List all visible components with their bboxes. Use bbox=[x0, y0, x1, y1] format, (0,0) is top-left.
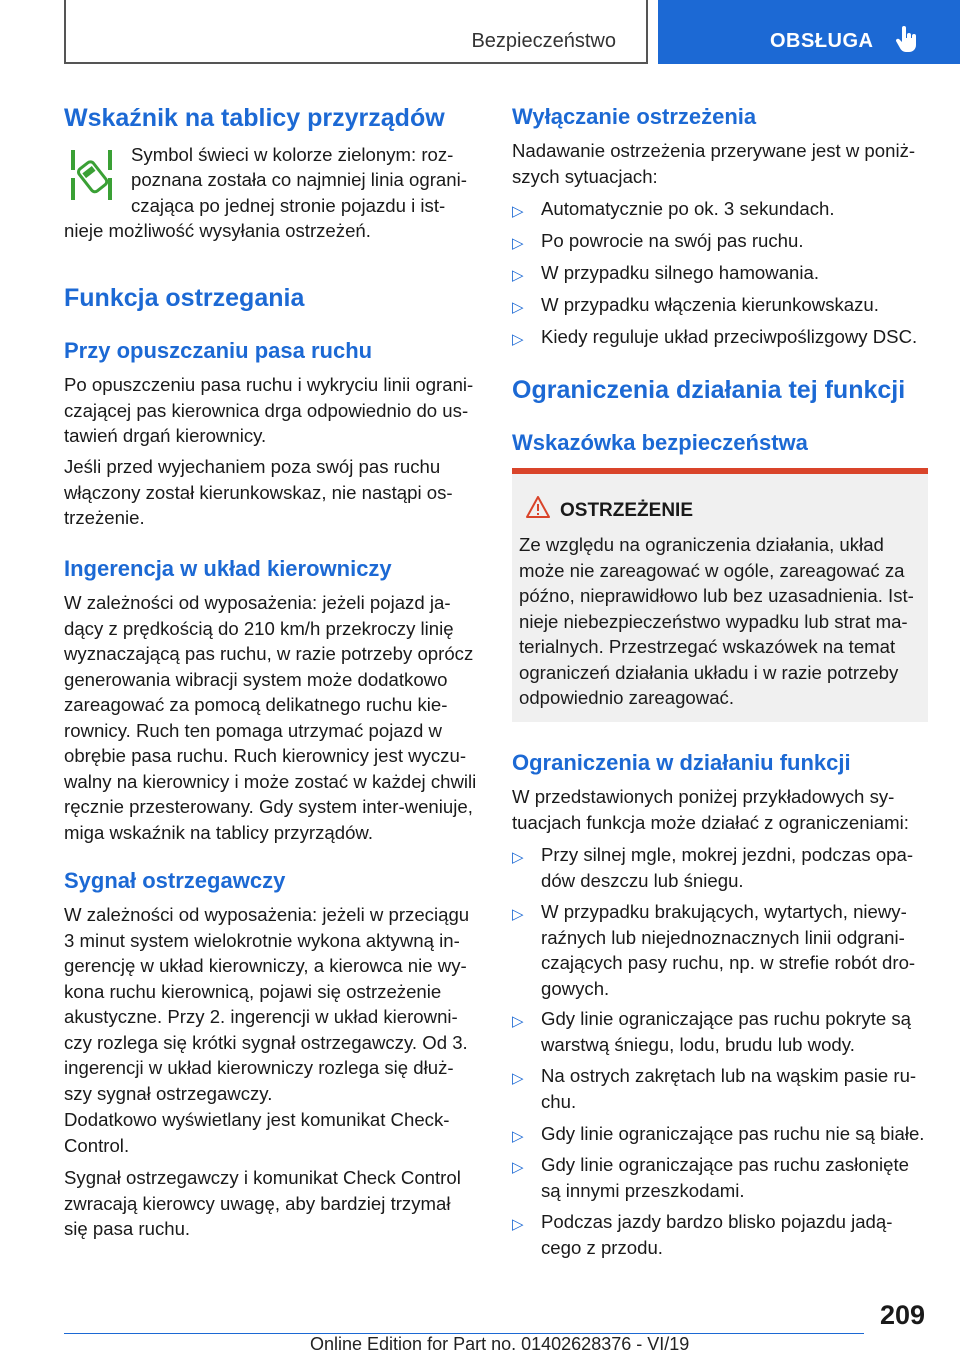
bullet-triangle-icon: ▷ bbox=[512, 906, 524, 923]
heading-function: Funkcja ostrzegania bbox=[64, 284, 305, 312]
footer-edition: Online Edition for Part no. 01402628376 - VI/19 bbox=[310, 1334, 690, 1354]
paragraph-func-limits: W przedstawionych poniżej przykładowych sy-tuacjach funkcja może działać z ograniczeniami: bbox=[512, 786, 909, 833]
bullet-triangle-icon: ▷ bbox=[512, 1159, 524, 1176]
heading-disable: Wyłączanie ostrzeżenia bbox=[512, 104, 757, 129]
heading-indicator: Wskaźnik na tablicy przyrządów bbox=[64, 104, 445, 132]
bullet-triangle-icon: ▷ bbox=[512, 203, 524, 220]
indicator-line-4: nieje możliwość wysyłania ostrzeżeń. bbox=[64, 220, 371, 241]
warning-triangle-icon bbox=[526, 496, 550, 523]
indicator-line-3: czająca po jednej stronie pojazdu i ist- bbox=[131, 195, 446, 216]
bullet-triangle-icon: ▷ bbox=[512, 849, 524, 866]
heading-func-limits: Ograniczenia w działaniu funkcji bbox=[512, 750, 851, 775]
heading-limits: Ograniczenia działania tej funkcji bbox=[512, 376, 906, 404]
indicator-line-2: poznana została co najmniej linia ograni- bbox=[131, 169, 467, 190]
header-box bbox=[64, 0, 648, 64]
paragraph-signal-2: Dodatkowo wyświetlany jest komunikat Check-Control. bbox=[64, 1109, 450, 1156]
paragraph-lane-leave-2: Jeśli przed wyjechaniem poza swój pas ruchu włączony został kierunkowskaz, nie nastąpi os-trzeżenie. bbox=[64, 456, 453, 528]
heading-safety: Wskazówka bezpieczeństwa bbox=[512, 430, 808, 455]
bullet-triangle-icon: ▷ bbox=[512, 235, 524, 252]
tab-obsluga[interactable] bbox=[658, 0, 960, 64]
paragraph-lane-leave-1: Po opuszczeniu pasa ruchu i wykryciu linii ograni-czającej pas kierownica drga odpowiednio do us-tawień drgań kierownicy. bbox=[64, 374, 474, 446]
tab-label: OBSŁUGA bbox=[770, 30, 874, 52]
page-number: 209 bbox=[880, 1300, 926, 1330]
bullet-triangle-icon: ▷ bbox=[512, 331, 524, 348]
paragraph-signal-1: W zależności od wyposażenia: jeżeli w przeciągu 3 minut system wielokrotnie wykona aktywną in-gerencję w układ kierowniczy, a kierowca nie wy-kona ruchu kierownicą, pojawi się ostrzeżenie akustyczne. Przy 2. ingerencji w układ kierowni-czy rozlega się krótki sygnał ostrzegawczy. Od 3. ingerencji w układ kierowniczy rozlega się dłuż-szy sygnał ostrzegawczy. bbox=[64, 904, 470, 1104]
paragraph-disable: Nadawanie ostrzeżenia przerywane jest w poniż-szych sytuacjach: bbox=[512, 140, 916, 187]
warning-title: OSTRZEŻENIE bbox=[560, 500, 694, 521]
indicator-line-1: Symbol świeci w kolorze zielonym: roz- bbox=[131, 144, 454, 165]
heading-signal: Sygnał ostrzegawczy bbox=[64, 868, 286, 893]
paragraph-steering: W zależności od wyposażenia: jeżeli pojazd ja-dący z prędkością do 210 km/h przekroczy linię wyznaczającą pas ruchu, w razie potrzeby oprócz generowania wibracji system może dodatkowo zareagować za pomocą delikatnego ruchu kie-rownicy. Ruch ten pomaga utrzymać pojazd w obrębie pasa ruchu. Ruch kierownicy jest wyczu-walny na kierownicy i może zostać w każdej chwili ręcznie przesterowany. Gdy system inter-weniuje, miga wskaźnik na tablicy przyrządów. bbox=[64, 592, 477, 843]
section-title: Bezpieczeństwo bbox=[471, 30, 616, 52]
bullet-triangle-icon: ▷ bbox=[512, 1013, 524, 1030]
heading-lane-leave: Przy opuszczaniu pasa ruchu bbox=[64, 338, 373, 363]
lane-assist-indicator-icon bbox=[70, 146, 114, 209]
paragraph-signal-3: Sygnał ostrzegawczy i komunikat Check Control zwracają kierowcy uwagę, aby bardziej trzymał się pasa ruchu. bbox=[64, 1167, 461, 1239]
hand-pointer-icon bbox=[896, 26, 918, 59]
warning-text: Ze względu na ograniczenia działania, układ może nie zareagować w ogóle, zareagować za późno, nieprawidłowo lub bez uzasadnienia. Ist-nieje niebezpieczeństwo wypadku lub strat ma-terialnych. Przestrzegać wskazówek na temat ograniczeń działania układu i w razie potrzeby odpowiednio zareagować. bbox=[519, 534, 914, 708]
bullet-triangle-icon: ▷ bbox=[512, 1216, 524, 1233]
bullet-triangle-icon: ▷ bbox=[512, 267, 524, 284]
bullet-triangle-icon: ▷ bbox=[512, 1070, 524, 1087]
heading-steering: Ingerencja w układ kierowniczy bbox=[64, 556, 392, 581]
bullet-triangle-icon: ▷ bbox=[512, 1128, 524, 1145]
bullet-triangle-icon: ▷ bbox=[512, 299, 524, 316]
warning-box bbox=[512, 468, 928, 722]
